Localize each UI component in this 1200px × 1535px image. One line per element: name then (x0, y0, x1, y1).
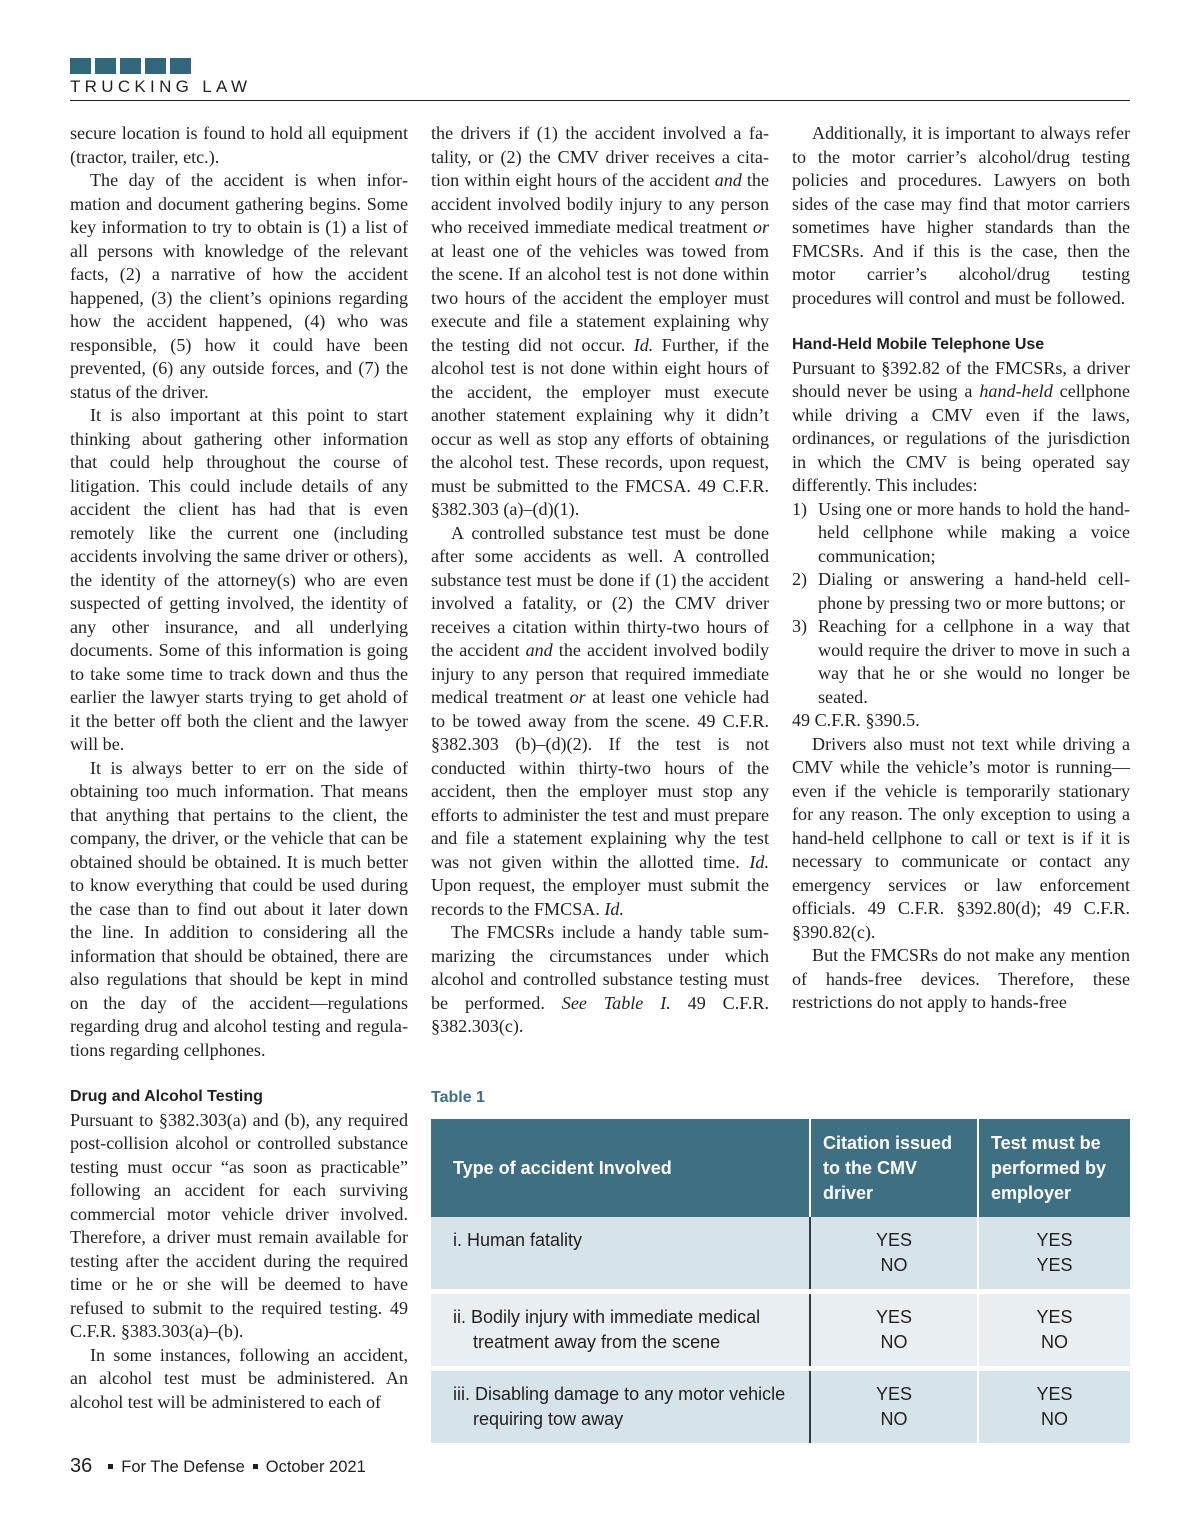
paragraph: Pursuant to §382.303(a) and (b), any required post-collision alcohol or controlled substance testing must occur “as soon as practicable” following an accident for each surviving commercial motor vehicle driver involved. Therefore, a driver must remain available for testing after the accident during the required time or he or she will be deemed to have refused to submit to the required testing. 49 C.F.R. §383.303(a)–(b). (70, 1109, 408, 1341)
citation-cell (810, 1369, 978, 1444)
paragraph: The day of the accident is when information and document gathering begins. Some key information to try to obtain is (1) a list of all persons with knowledge of the relevant facts, (2) a narrative of how the accident happened, (3) the client’s opinions regarding how the accident happened, (4) who was responsible, (5) how it could have been prevented, (6) any outside forces, and (7) the status of the driver. (70, 170, 408, 402)
cell-value: NO (1041, 1332, 1068, 1352)
paragraph (792, 357, 1130, 498)
emphasis: hand-held (979, 381, 1053, 401)
paragraph: In some instances, following an accident, an alcohol test must be administered. An alcohol test will be administered to each of (70, 1344, 408, 1412)
text-run: at least one of the vehicles was towed from the scene. If an alcohol test is not done within two hours of the accident the employer must execute and file a statement explaining why the testing did not occur. (431, 240, 769, 355)
table-row (431, 1369, 1130, 1444)
square-icon (170, 58, 191, 74)
list-text: Using one or more hands to hold the hand-held cellphone while making a voice communication; (818, 498, 1130, 566)
cell-value: YES (875, 1230, 913, 1250)
column-1 (70, 122, 408, 1414)
square-icon (145, 58, 166, 74)
table-row (431, 1217, 1130, 1292)
test-cell (978, 1217, 1130, 1292)
cell-value: YES (875, 1307, 913, 1327)
paragraph: It is also important at this point to start thinking about gathering other information that could help throughout the course of litigation. This could include details of any accident the client has had that is even remotely like the current one (including accidents involving the same driver or others), the identity of the attorney(s) who are even suspected of getting involved, the identity of any other insurance, and all underlying documents. Some of this information is going to take some time to track down and thus the earlier the lawyer starts trying to get ahold of it the better off both the client and the lawyer will be. (70, 405, 408, 754)
text-run: Upon request, the employer must submit the records to the FMCSA. (431, 875, 769, 919)
accident-type-cell (431, 1369, 810, 1444)
bullet-square-icon (108, 1464, 113, 1469)
text-run: The FMCSRs include a handy table summarizing the circumstances under which alcohol and controlled substance testing must be performed. (431, 922, 769, 1013)
section-title: TRUCKING LAW (70, 77, 252, 96)
column-header: Test must be performed by employer (978, 1119, 1130, 1217)
accident-type-cell (431, 1217, 810, 1292)
emphasis: Id. (604, 898, 625, 919)
emphasis: Id. (633, 334, 654, 355)
test-cell (978, 1292, 1130, 1369)
accident-type-cell (431, 1292, 810, 1369)
page-number: 36 (70, 1455, 93, 1477)
text-run: 49 C.F.R. §382.303(c). (431, 992, 769, 1036)
cell-value: NO (880, 1332, 908, 1352)
numbered-list (792, 498, 1130, 710)
text-run: at least one vehicle had to be towed away from the scene. 49 C.F.R. §382.303 (b)–(d)(2). If the test is not conducted within thirty-two hours of the accident, then the employer must stop any efforts to administer the test and must prepare and file a statement explaining why the test was not given within the allotted time. (431, 687, 769, 872)
cell-value: YES (875, 1384, 913, 1404)
column-header: Citation issued to the CMV driver (810, 1119, 978, 1217)
table-label: Table 1 (431, 1089, 485, 1106)
list-number: 2) (792, 569, 808, 589)
list-number: 3) (792, 616, 808, 636)
emphasis: and (525, 640, 553, 660)
issue-date: October 2021 (265, 1458, 366, 1476)
text-run: the accident involved bodily injury to any person who received immediate medical treatment (431, 170, 769, 237)
header-rule (70, 100, 1130, 101)
emphasis: Id. (749, 851, 769, 872)
paragraph: Additionally, it is important to always refer to the motor carrier’s alcohol/drug testing policies and procedures. Lawyers on both sides of the case may find that motor carriers sometimes have higher standards than the FMCSRs. And if this is the case, then the motor carrier’s alcohol/drug testing procedures will control and must be followed. (792, 123, 1130, 308)
column-3 (792, 122, 1130, 1015)
paragraph (431, 921, 769, 1039)
test-cell (978, 1369, 1130, 1444)
publication-name: For The Defense (121, 1458, 245, 1476)
cell-value: YES (1036, 1307, 1073, 1327)
emphasis: or (569, 687, 586, 707)
table-header-row (431, 1119, 1130, 1217)
column-2 (431, 122, 769, 1039)
text-run: the drivers if (1) the accident involved a fatality, or (2) the CMV driver receives a citation within eight hours of the accident (431, 123, 769, 190)
emphasis: and (714, 170, 742, 190)
bullet-square-icon (253, 1464, 258, 1469)
text-run: Further, if the alcohol test is not done within eight hours of the accident, the employer must execute another statement explaining why it didn’t occur as well as stop any efforts of obtaining the alcohol test. These records, upon request, must be submitted to the FMCSA. 49 C.F.R. §382.303 (a)–(d)(1). (431, 334, 769, 519)
cell-text: iii. Disabling damage to any motor vehicle requiring tow away (453, 1384, 786, 1429)
cell-value: NO (1041, 1409, 1068, 1429)
citation: 49 C.F.R. §390.5. (792, 710, 920, 730)
paragraph: It is always better to err on the side of obtaining too much information. That means that anything that pertains to the client, the company, the driver, or the vehicle that can be obtained should be obtained. It is much better to know everything that could be used during the case than to find out about it later down the line. In addition to considering all the information that should be obtained, there are also regulations that should be kept in mind on the day of the accident—regulations regarding drug and alcohol testing and regulations regarding cellphones. (70, 757, 408, 1060)
list-number: 1) (792, 498, 808, 519)
testing-table (431, 1119, 1130, 1443)
square-icon (120, 58, 141, 74)
text-run: Pursuant to §392.82 of the FMCSRs, a driver should never be using a (792, 357, 1130, 401)
square-icon (70, 58, 91, 74)
list-item (792, 498, 1130, 569)
paragraph (431, 522, 769, 922)
section-heading: Drug and Alcohol Testing (70, 1088, 263, 1105)
emphasis: See Table I. (561, 992, 671, 1013)
list-text: Dialing or answering a hand-held cellphone by pressing two or more buttons; or (818, 569, 1130, 613)
emphasis: or (752, 217, 769, 237)
column-header: Type of accident Involved (431, 1119, 810, 1217)
square-icon (95, 58, 116, 74)
table-row (431, 1292, 1130, 1369)
text-run: cellphone while driving a CMV even if the laws, ordinances, or regulations of the jurisdiction in which the CMV is being operated say differently. This includes: (792, 381, 1131, 495)
paragraph: But the FMCSRs do not make any mention of hands-free devices. Therefore, these restrictions do not apply to hands-free (792, 945, 1130, 1012)
text-run: the accident involved bodily injury to any person that required immediate medical treatment (431, 640, 769, 707)
cell-text: i. Human fatality (453, 1230, 583, 1250)
paragraph (431, 122, 769, 522)
section-heading: Hand-Held Mobile Telephone Use (792, 336, 1045, 353)
paragraph: secure location is found to hold all equipment (tractor, trailer, etc.). (70, 123, 408, 167)
citation-cell (810, 1292, 978, 1369)
citation-cell (810, 1217, 978, 1292)
header-squares-icon (70, 58, 191, 74)
cell-value: YES (1036, 1255, 1073, 1275)
paragraph: Drivers also must not text while driving a CMV while the vehicle’s motor is running—even if the vehicle is temporarily stationary for any reason. The only exception to using a hand-held cellphone to call or text is if it is necessary to communicate or contact any emergency services or law enforcement officials. 49 C.F.R. §392.80(d); 49 C.F.R. §390.82(c). (792, 733, 1130, 942)
list-item (792, 568, 1130, 615)
cell-value: NO (880, 1255, 908, 1275)
cell-value: YES (1036, 1230, 1073, 1250)
cell-value: NO (880, 1409, 908, 1429)
list-item (792, 615, 1130, 709)
cell-text: ii. Bodily injury with immediate medical treatment away from the scene (453, 1307, 761, 1352)
cell-value: YES (1036, 1384, 1073, 1404)
page-footer (70, 1455, 366, 1478)
text-run: A controlled substance test must be done after some accidents as well. A controlled substance test must be done if (1) the accident involved a fatality, or (2) the CMV driver receives a citation within thirty-two hours of the accident (431, 522, 769, 660)
list-text: Reaching for a cellphone in a way that would require the driver to move in such a way that he or she would no longer be seated. (818, 616, 1130, 707)
